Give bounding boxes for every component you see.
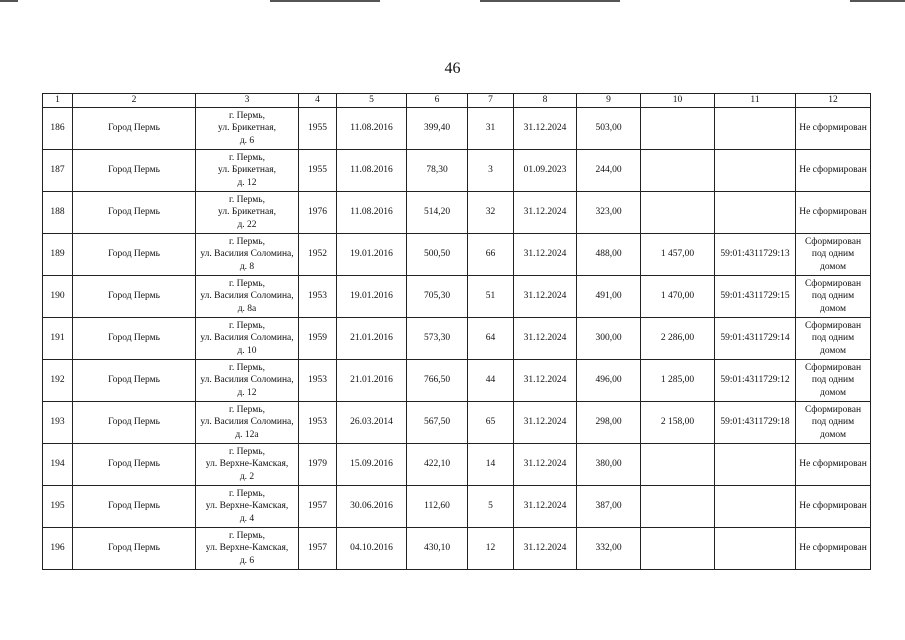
address bbox=[196, 192, 299, 234]
recognition-date: 15.09.2016 bbox=[337, 444, 407, 486]
address-line: ул. Верхне-Камская, bbox=[205, 459, 289, 470]
build-year: 1953 bbox=[299, 360, 337, 402]
scan-edge-line bbox=[850, 0, 905, 2]
table-row bbox=[43, 402, 871, 444]
column-number: 5 bbox=[337, 94, 407, 108]
address-line: д. 6 bbox=[239, 135, 255, 146]
status-line: Сформирован bbox=[804, 278, 862, 289]
area-value: 78,30 bbox=[407, 150, 468, 192]
residents-count: 51 bbox=[468, 276, 514, 318]
value-col-10 bbox=[641, 528, 715, 570]
address-line: д. 12 bbox=[237, 177, 257, 188]
column-number: 1 bbox=[43, 94, 73, 108]
cadastral-number bbox=[715, 444, 796, 486]
land-plot-status bbox=[796, 108, 871, 150]
address-line: ул. Брикетная, bbox=[218, 165, 276, 176]
scan-edge-line bbox=[0, 0, 18, 2]
address-line: г. Пермь, bbox=[229, 110, 265, 121]
build-year: 1957 bbox=[299, 486, 337, 528]
value-col-9: 491,00 bbox=[577, 276, 641, 318]
address-line: ул. Верхне-Камская, bbox=[205, 501, 289, 512]
cadastral-number bbox=[715, 108, 796, 150]
land-plot-status bbox=[796, 402, 871, 444]
row-number: 191 bbox=[43, 318, 73, 360]
row-number: 190 bbox=[43, 276, 73, 318]
value-col-10: 1 457,00 bbox=[641, 234, 715, 276]
resettlement-deadline: 31.12.2024 bbox=[514, 192, 577, 234]
address-line: г. Пермь, bbox=[229, 320, 265, 331]
municipality: Город Пермь bbox=[73, 402, 196, 444]
municipality: Город Пермь bbox=[73, 234, 196, 276]
status-line: Сформирован bbox=[804, 320, 862, 331]
table-row bbox=[43, 108, 871, 150]
status-line: под одним домом bbox=[811, 291, 855, 314]
address-line: ул. Василия Соломина, bbox=[200, 375, 294, 386]
row-number: 194 bbox=[43, 444, 73, 486]
residents-count: 12 bbox=[468, 528, 514, 570]
status-line: под одним домом bbox=[811, 333, 855, 356]
value-col-10: 1 285,00 bbox=[641, 360, 715, 402]
address bbox=[196, 276, 299, 318]
resettlement-deadline: 31.12.2024 bbox=[514, 234, 577, 276]
address-line: ул. Брикетная, bbox=[218, 207, 276, 218]
value-col-9: 244,00 bbox=[577, 150, 641, 192]
address bbox=[196, 234, 299, 276]
column-number: 7 bbox=[468, 94, 514, 108]
value-col-10 bbox=[641, 486, 715, 528]
value-col-9: 323,00 bbox=[577, 192, 641, 234]
residents-count: 3 bbox=[468, 150, 514, 192]
recognition-date: 11.08.2016 bbox=[337, 150, 407, 192]
address bbox=[196, 318, 299, 360]
value-col-9: 503,00 bbox=[577, 108, 641, 150]
table-row bbox=[43, 528, 871, 570]
area-value: 422,10 bbox=[407, 444, 468, 486]
column-number-row bbox=[43, 94, 871, 108]
value-col-9: 387,00 bbox=[577, 486, 641, 528]
value-col-10: 2 286,00 bbox=[641, 318, 715, 360]
status-line: Сформирован bbox=[804, 236, 862, 247]
value-col-10 bbox=[641, 444, 715, 486]
address-line: г. Пермь, bbox=[229, 194, 265, 205]
resettlement-deadline: 31.12.2024 bbox=[514, 402, 577, 444]
column-number: 12 bbox=[796, 94, 871, 108]
area-value: 567,50 bbox=[407, 402, 468, 444]
column-number: 10 bbox=[641, 94, 715, 108]
residents-count: 32 bbox=[468, 192, 514, 234]
page-number: 46 bbox=[444, 60, 461, 77]
status-line: Не сформирован bbox=[799, 501, 867, 512]
column-number: 4 bbox=[299, 94, 337, 108]
build-year: 1953 bbox=[299, 402, 337, 444]
row-number: 188 bbox=[43, 192, 73, 234]
cadastral-number: 59:01:4311729:18 bbox=[715, 402, 796, 444]
area-value: 573,30 bbox=[407, 318, 468, 360]
status-line: Не сформирован bbox=[799, 543, 867, 554]
value-col-10 bbox=[641, 192, 715, 234]
municipality: Город Пермь bbox=[73, 318, 196, 360]
land-plot-status bbox=[796, 444, 871, 486]
build-year: 1955 bbox=[299, 150, 337, 192]
row-number: 192 bbox=[43, 360, 73, 402]
address-line: д. 12а bbox=[235, 429, 259, 440]
resettlement-deadline: 31.12.2024 bbox=[514, 276, 577, 318]
value-col-9: 496,00 bbox=[577, 360, 641, 402]
status-line: Не сформирован bbox=[799, 207, 867, 218]
recognition-date: 11.08.2016 bbox=[337, 192, 407, 234]
land-plot-status bbox=[796, 486, 871, 528]
land-plot-status bbox=[796, 360, 871, 402]
value-col-9: 300,00 bbox=[577, 318, 641, 360]
build-year: 1959 bbox=[299, 318, 337, 360]
column-number: 3 bbox=[196, 94, 299, 108]
address bbox=[196, 486, 299, 528]
table-row bbox=[43, 276, 871, 318]
residents-count: 5 bbox=[468, 486, 514, 528]
residents-count: 65 bbox=[468, 402, 514, 444]
address-line: д. 22 bbox=[237, 219, 257, 230]
address-line: д. 2 bbox=[239, 471, 255, 482]
status-line: Сформирован bbox=[804, 404, 862, 415]
column-number: 9 bbox=[577, 94, 641, 108]
table-row bbox=[43, 444, 871, 486]
row-number: 195 bbox=[43, 486, 73, 528]
municipality: Город Пермь bbox=[73, 276, 196, 318]
area-value: 430,10 bbox=[407, 528, 468, 570]
build-year: 1976 bbox=[299, 192, 337, 234]
table-row bbox=[43, 234, 871, 276]
table-row bbox=[43, 318, 871, 360]
address-line: д. 10 bbox=[237, 345, 257, 356]
build-year: 1952 bbox=[299, 234, 337, 276]
status-line: Сформирован bbox=[804, 362, 862, 373]
municipality: Город Пермь bbox=[73, 108, 196, 150]
address-line: г. Пермь, bbox=[229, 278, 265, 289]
cadastral-number: 59:01:4311729:14 bbox=[715, 318, 796, 360]
address-line: г. Пермь, bbox=[229, 488, 265, 499]
address-line: ул. Василия Соломина, bbox=[200, 291, 294, 302]
cadastral-number bbox=[715, 486, 796, 528]
area-value: 705,30 bbox=[407, 276, 468, 318]
land-plot-status bbox=[796, 234, 871, 276]
value-col-9: 380,00 bbox=[577, 444, 641, 486]
cadastral-number: 59:01:4311729:12 bbox=[715, 360, 796, 402]
row-number: 187 bbox=[43, 150, 73, 192]
status-line: под одним домом bbox=[811, 249, 855, 272]
address-line: д. 12 bbox=[237, 387, 257, 398]
cadastral-number bbox=[715, 150, 796, 192]
recognition-date: 04.10.2016 bbox=[337, 528, 407, 570]
status-line: под одним домом bbox=[811, 375, 855, 398]
address-line: ул. Василия Соломина, bbox=[200, 417, 294, 428]
recognition-date: 11.08.2016 bbox=[337, 108, 407, 150]
address bbox=[196, 108, 299, 150]
municipality: Город Пермь bbox=[73, 360, 196, 402]
residents-count: 14 bbox=[468, 444, 514, 486]
address-line: д. 8а bbox=[237, 303, 257, 314]
address bbox=[196, 402, 299, 444]
column-number: 8 bbox=[514, 94, 577, 108]
address-line: г. Пермь, bbox=[229, 446, 265, 457]
value-col-9: 488,00 bbox=[577, 234, 641, 276]
address bbox=[196, 360, 299, 402]
row-number: 196 bbox=[43, 528, 73, 570]
column-number: 11 bbox=[715, 94, 796, 108]
resettlement-deadline: 31.12.2024 bbox=[514, 108, 577, 150]
column-number: 6 bbox=[407, 94, 468, 108]
area-value: 500,50 bbox=[407, 234, 468, 276]
value-col-10: 1 470,00 bbox=[641, 276, 715, 318]
resettlement-deadline: 01.09.2023 bbox=[514, 150, 577, 192]
address-line: ул. Верхне-Камская, bbox=[205, 543, 289, 554]
residents-count: 31 bbox=[468, 108, 514, 150]
address-line: г. Пермь, bbox=[229, 362, 265, 373]
row-number: 189 bbox=[43, 234, 73, 276]
build-year: 1955 bbox=[299, 108, 337, 150]
column-number: 2 bbox=[73, 94, 196, 108]
address bbox=[196, 150, 299, 192]
recognition-date: 19.01.2016 bbox=[337, 234, 407, 276]
area-value: 112,60 bbox=[407, 486, 468, 528]
address-line: д. 6 bbox=[239, 555, 255, 566]
address-line: д. 4 bbox=[239, 513, 255, 524]
municipality: Город Пермь bbox=[73, 444, 196, 486]
cadastral-number: 59:01:4311729:13 bbox=[715, 234, 796, 276]
area-value: 766,50 bbox=[407, 360, 468, 402]
table-row bbox=[43, 192, 871, 234]
land-plot-status bbox=[796, 276, 871, 318]
municipality: Город Пермь bbox=[73, 528, 196, 570]
recognition-date: 26.03.2014 bbox=[337, 402, 407, 444]
build-year: 1953 bbox=[299, 276, 337, 318]
table-row bbox=[43, 150, 871, 192]
value-col-10 bbox=[641, 108, 715, 150]
address-line: г. Пермь, bbox=[229, 236, 265, 247]
area-value: 399,40 bbox=[407, 108, 468, 150]
address-line: г. Пермь, bbox=[229, 530, 265, 541]
table-row bbox=[43, 360, 871, 402]
land-plot-status bbox=[796, 192, 871, 234]
build-year: 1979 bbox=[299, 444, 337, 486]
address-line: ул. Василия Соломина, bbox=[200, 249, 294, 260]
address-line: д. 8 bbox=[239, 261, 255, 272]
value-col-10: 2 158,00 bbox=[641, 402, 715, 444]
municipality: Город Пермь bbox=[73, 486, 196, 528]
land-plot-status bbox=[796, 150, 871, 192]
value-col-10 bbox=[641, 150, 715, 192]
recognition-date: 21.01.2016 bbox=[337, 318, 407, 360]
cadastral-number bbox=[715, 528, 796, 570]
resettlement-deadline: 31.12.2024 bbox=[514, 528, 577, 570]
table-row bbox=[43, 486, 871, 528]
resettlement-deadline: 31.12.2024 bbox=[514, 486, 577, 528]
scan-edge-line bbox=[270, 0, 380, 2]
cadastral-number bbox=[715, 192, 796, 234]
residents-count: 66 bbox=[468, 234, 514, 276]
resettlement-deadline: 31.12.2024 bbox=[514, 360, 577, 402]
scan-edge-line bbox=[480, 0, 620, 2]
status-line: под одним домом bbox=[811, 417, 855, 440]
area-value: 514,20 bbox=[407, 192, 468, 234]
address-line: ул. Брикетная, bbox=[218, 123, 276, 134]
residents-count: 44 bbox=[468, 360, 514, 402]
status-line: Не сформирован bbox=[799, 459, 867, 470]
resettlement-deadline: 31.12.2024 bbox=[514, 444, 577, 486]
row-number: 186 bbox=[43, 108, 73, 150]
value-col-9: 332,00 bbox=[577, 528, 641, 570]
value-col-9: 298,00 bbox=[577, 402, 641, 444]
address-line: г. Пермь, bbox=[229, 404, 265, 415]
land-plot-status bbox=[796, 318, 871, 360]
row-number: 193 bbox=[43, 402, 73, 444]
recognition-date: 30.06.2016 bbox=[337, 486, 407, 528]
resettlement-deadline: 31.12.2024 bbox=[514, 318, 577, 360]
land-plot-status bbox=[796, 528, 871, 570]
status-line: Не сформирован bbox=[799, 123, 867, 134]
address bbox=[196, 444, 299, 486]
residents-count: 64 bbox=[468, 318, 514, 360]
municipality: Город Пермь bbox=[73, 150, 196, 192]
address-line: г. Пермь, bbox=[229, 152, 265, 163]
table-body bbox=[43, 94, 871, 570]
status-line: Не сформирован bbox=[799, 165, 867, 176]
build-year: 1957 bbox=[299, 528, 337, 570]
municipality: Город Пермь bbox=[73, 192, 196, 234]
register-table bbox=[42, 93, 871, 570]
address bbox=[196, 528, 299, 570]
recognition-date: 19.01.2016 bbox=[337, 276, 407, 318]
cadastral-number: 59:01:4311729:15 bbox=[715, 276, 796, 318]
address-line: ул. Василия Соломина, bbox=[200, 333, 294, 344]
recognition-date: 21.01.2016 bbox=[337, 360, 407, 402]
